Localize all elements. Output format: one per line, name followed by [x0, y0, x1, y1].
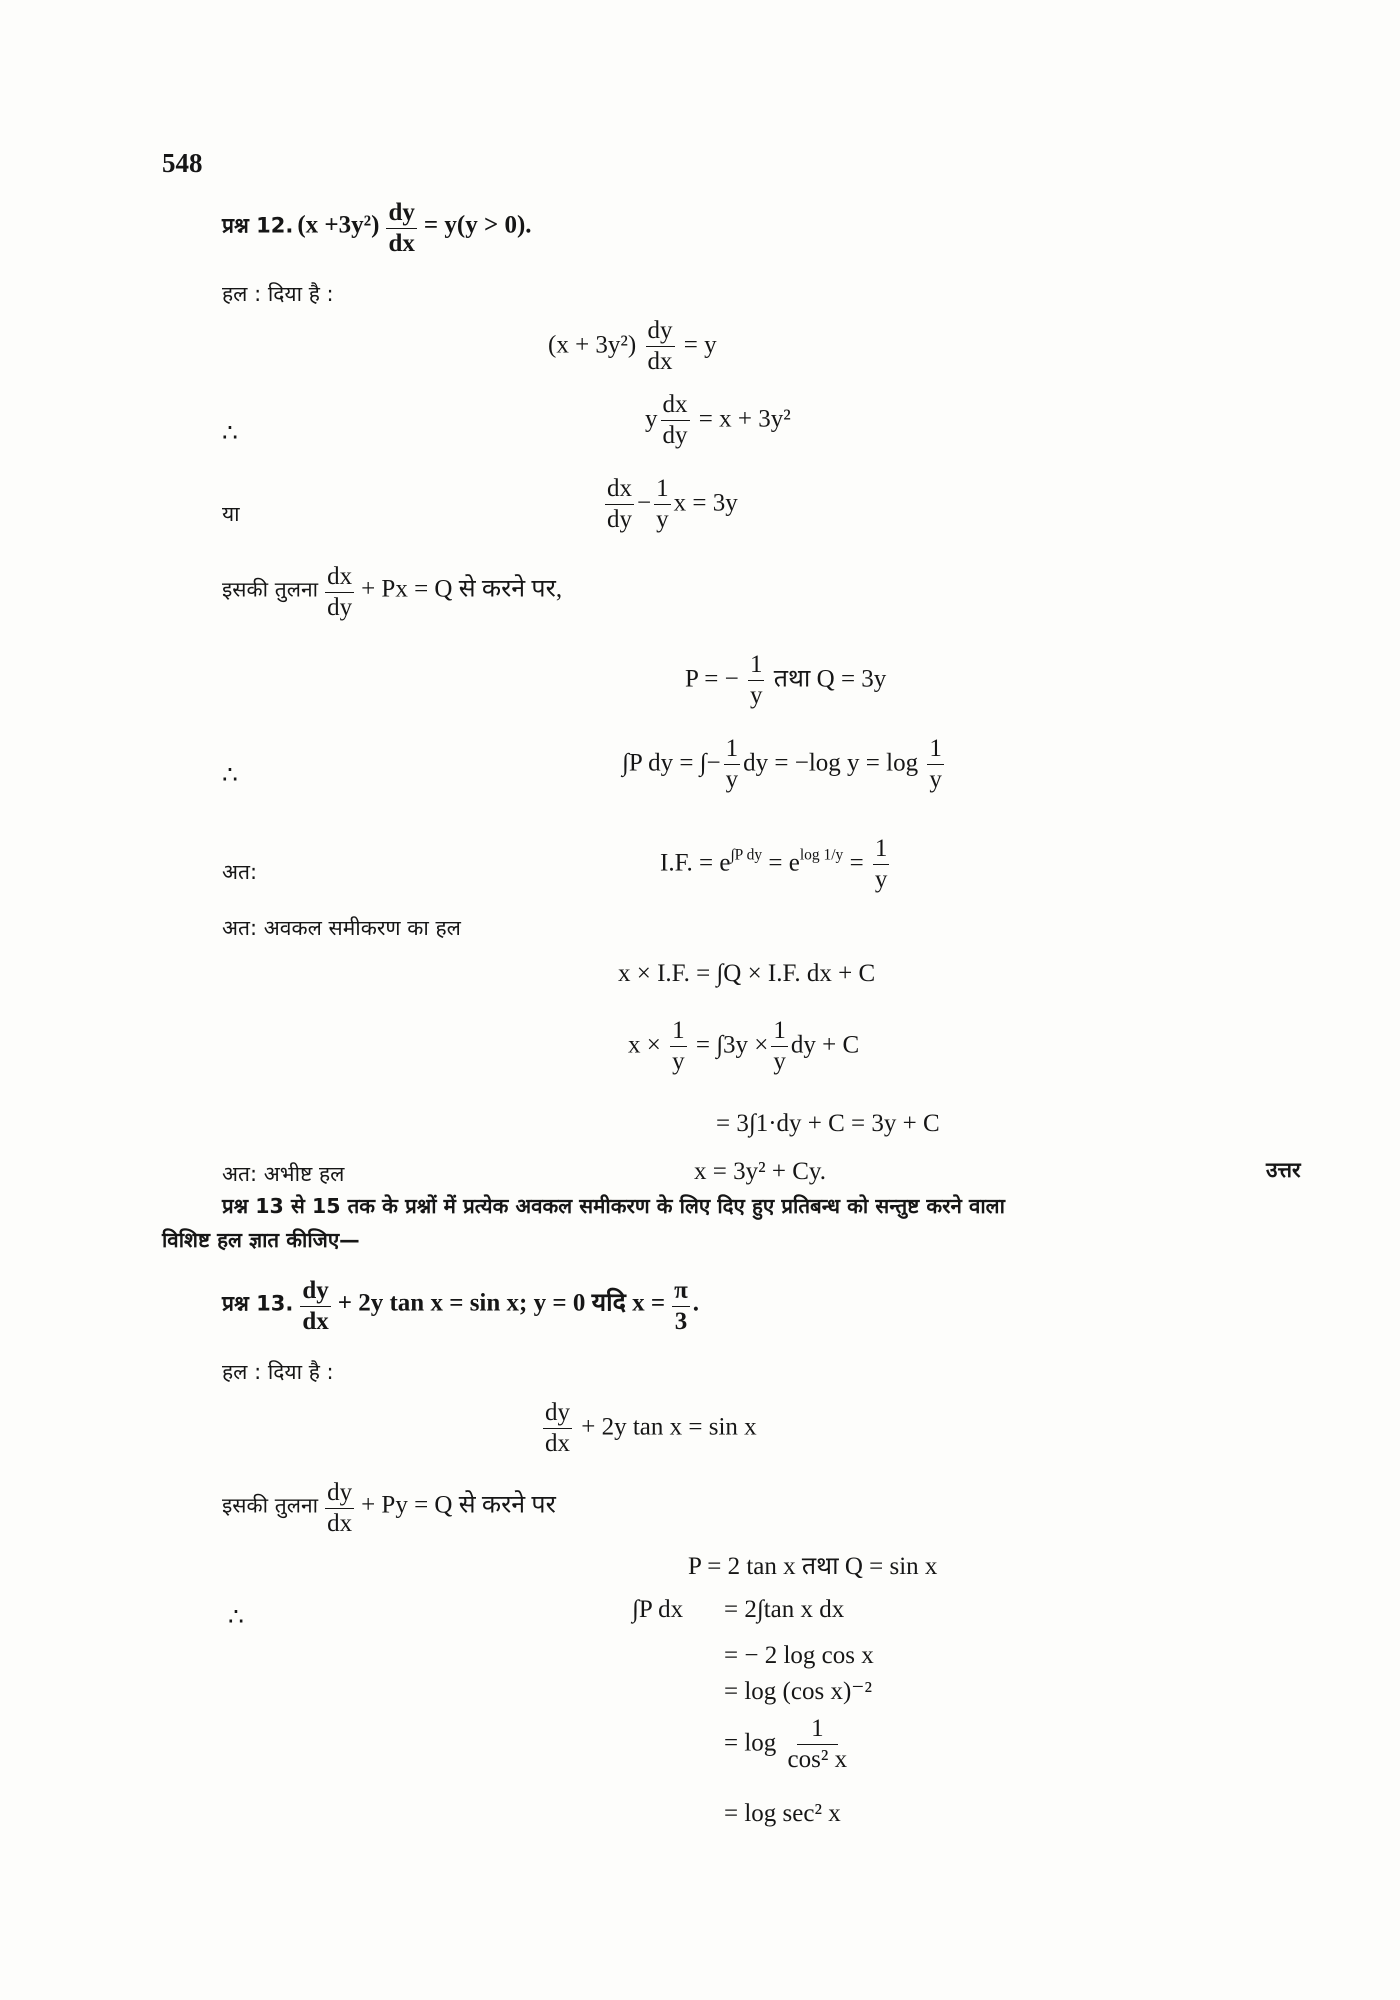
q12-integrating-factor — [660, 836, 892, 894]
int-mid: = ∫− — [679, 749, 721, 777]
numerator: dy — [543, 1400, 572, 1429]
denominator: dx — [302, 1308, 329, 1336]
given-label: हल : दिया है : — [222, 282, 334, 306]
fraction — [724, 736, 741, 794]
numerator: dx — [605, 476, 634, 505]
denominator: y — [656, 506, 669, 534]
int-mid2: dy = −log y = log — [743, 749, 919, 777]
compare-rest: + Px = Q से करने पर, — [361, 575, 563, 603]
q12-solution-2 — [628, 1018, 859, 1076]
if-mid: = e — [768, 849, 800, 877]
q12-solution-3: = 3∫1·dy + C = 3y + C — [716, 1110, 940, 1137]
eq-rhs: = y — [683, 331, 717, 359]
sol2-mid: = ∫3y × — [695, 1031, 769, 1059]
eq-y: y — [645, 405, 658, 433]
denominator: y — [773, 1048, 786, 1076]
fraction — [654, 476, 671, 534]
denominator: dx — [327, 1510, 353, 1538]
therefore-symbol: ∴ — [222, 762, 238, 789]
numerator: 1 — [654, 476, 671, 505]
denominator: dy — [327, 594, 353, 622]
compare-label: इसकी तुलना — [222, 577, 319, 602]
derivative — [543, 1400, 572, 1458]
fraction — [786, 1716, 850, 1774]
q12-final-answer: x = 3y² + Cy. — [694, 1158, 826, 1185]
q13-step-4: = log sec² x — [724, 1800, 841, 1827]
question-13-heading — [222, 1278, 699, 1336]
q13-equation-1 — [540, 1400, 757, 1458]
numerator: dx — [661, 392, 690, 421]
q13-integral-rhs: = 2∫tan x dx — [724, 1596, 845, 1623]
ya-label: या — [222, 502, 240, 526]
eq-rest: + 2y tan x = sin x — [581, 1413, 757, 1441]
fraction — [927, 736, 944, 794]
question-label: प्रश्न 13. — [222, 1291, 294, 1316]
denominator: 3 — [674, 1308, 688, 1336]
eq-lhs: (x + 3y²) — [548, 331, 637, 359]
solution-label: अत: अवकल समीकरण का हल — [222, 916, 461, 940]
equals: = — [849, 849, 864, 877]
instruction-line-1: प्रश्न 13 से 15 तक के प्रश्नों में प्रत्येक अवकल समीकरण के लिए दिए हुए प्रतिबन्ध को सन्तुष्ट करने वाला — [222, 1194, 1005, 1218]
q12-p-line — [685, 652, 886, 710]
numerator: 1 — [670, 1018, 687, 1047]
sol2-lhs: x × — [628, 1031, 661, 1059]
step3-pre: = log — [724, 1729, 777, 1757]
compare-rest: + Py = Q से करने पर — [361, 1491, 556, 1519]
denominator: y — [749, 682, 763, 710]
derivative — [661, 392, 690, 450]
derivative — [646, 318, 675, 376]
if-lhs: I.F. = e — [660, 849, 731, 877]
q12-integral-line — [622, 736, 947, 794]
ata-label: अत: — [222, 860, 258, 884]
instruction-line-2: विशिष्ट हल ज्ञात कीजिए— — [162, 1228, 360, 1252]
denominator: dy — [607, 506, 632, 534]
q12-lhs: (x +3y²) — [297, 211, 380, 239]
int-lhs: ∫P dy — [622, 749, 674, 777]
q13-step-3 — [724, 1716, 852, 1774]
compare-label: इसकी तुलना — [222, 1493, 319, 1518]
numerator: 1 — [873, 836, 890, 865]
fraction — [771, 1018, 788, 1076]
numerator: dx — [325, 564, 354, 593]
q12-equation-3 — [602, 476, 738, 534]
q12-compare-line — [222, 564, 562, 622]
period: . — [692, 1289, 700, 1317]
numerator: dy — [325, 1480, 354, 1509]
numerator: 1 — [771, 1018, 788, 1047]
q12-solution-1: x × I.F. = ∫Q × I.F. dx + C — [618, 960, 876, 987]
q13-step-2: = log (cos x)⁻² — [724, 1678, 872, 1705]
numerator: dy — [646, 318, 675, 347]
derivative — [300, 1278, 330, 1336]
q12-equation-1 — [548, 318, 717, 376]
sol2-rest: dy + C — [790, 1031, 860, 1059]
eq-rhs: x = 3y — [673, 489, 738, 517]
therefore-symbol: ∴ — [228, 1604, 244, 1631]
numerator: π — [672, 1278, 690, 1307]
denominator: dx — [545, 1430, 570, 1458]
derivative — [605, 476, 634, 534]
denominator: y — [725, 766, 739, 794]
q12-rhs: = y(y > 0). — [423, 211, 532, 239]
denominator: dx — [388, 230, 415, 258]
numerator: 1 — [797, 1716, 838, 1745]
given-label: हल : दिया है : — [222, 1360, 334, 1384]
q12-derivative — [386, 200, 416, 258]
denominator: dx — [647, 348, 673, 376]
derivative — [325, 1480, 354, 1538]
denominator: cos² x — [787, 1746, 848, 1774]
denominator: y — [929, 766, 942, 794]
final-label: अत: अभीष्ट हल — [222, 1162, 345, 1186]
page-number: 548 — [162, 148, 203, 178]
numerator: 1 — [748, 652, 765, 681]
p-lhs: P = − — [685, 665, 739, 693]
therefore-symbol: ∴ — [222, 420, 238, 447]
derivative — [325, 564, 354, 622]
denominator: y — [874, 866, 888, 894]
q13-p-line: P = 2 tan x तथा Q = sin x — [688, 1553, 938, 1580]
fraction — [748, 652, 765, 710]
fraction — [670, 1018, 687, 1076]
denominator: y — [672, 1048, 685, 1076]
question-label: प्रश्न 12. — [222, 213, 294, 238]
numerator: dy — [300, 1278, 330, 1307]
eq-rhs: = x + 3y² — [698, 405, 791, 433]
numerator: 1 — [724, 736, 741, 765]
if-exponent-2: log 1/y — [799, 846, 844, 864]
fraction — [672, 1278, 690, 1336]
question-12-heading — [222, 200, 532, 258]
numerator: dy — [386, 200, 416, 229]
q12-equation-2 — [645, 392, 791, 450]
q13-integral-lhs: ∫P dx — [632, 1596, 684, 1623]
q13-step-1: = − 2 log cos x — [724, 1642, 874, 1669]
q13-rest: + 2y tan x = sin x; y = 0 यदि x = — [337, 1289, 666, 1317]
q13-compare-line — [222, 1480, 556, 1538]
if-exponent: ∫P dy — [730, 846, 763, 864]
p-rest: तथा Q = 3y — [773, 665, 887, 693]
fraction — [873, 836, 890, 894]
answer-label: उत्तर — [1266, 1158, 1301, 1182]
minus: − — [637, 489, 652, 517]
numerator: 1 — [927, 736, 944, 765]
denominator: dy — [662, 422, 688, 450]
